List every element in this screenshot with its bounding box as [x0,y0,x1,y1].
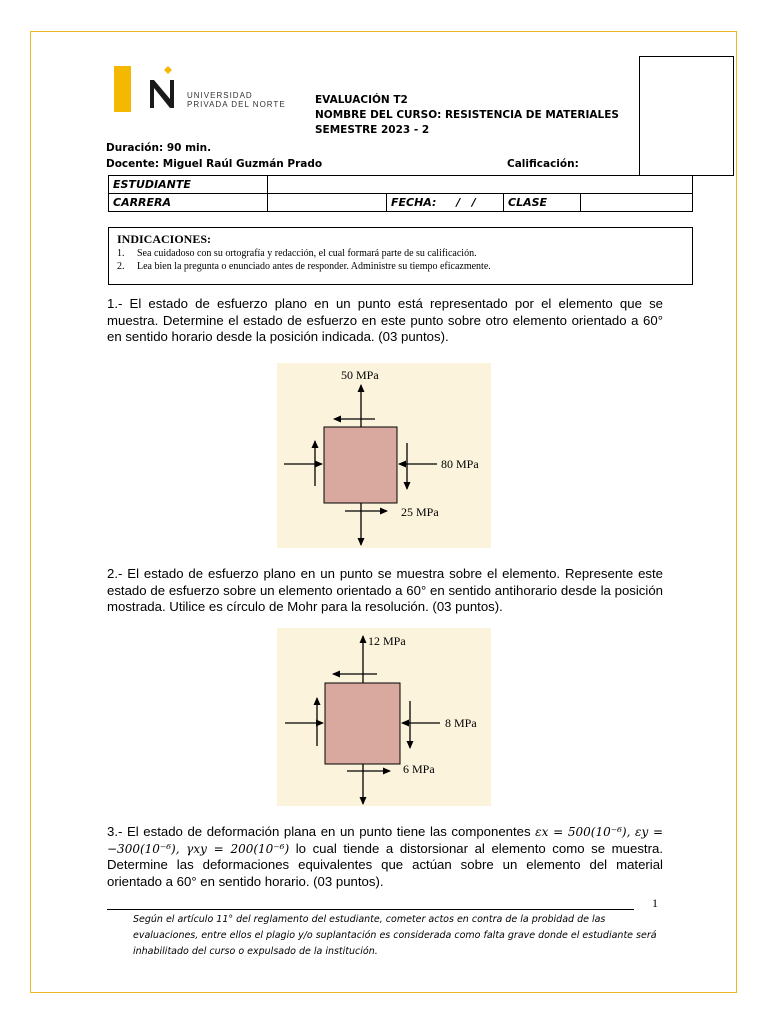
university-logo [114,66,294,112]
class-field[interactable] [581,194,693,212]
label-top: 12 MPa [368,634,406,648]
instruction-num: 1. [117,248,125,259]
logo-n-icon [144,66,184,112]
stress-element-figure-2 [277,628,491,806]
question-3-rest: lo cual tiende a distorsionar al elemento como se muestra. Determine las deformaciones equivalentes que actúan sobre un elemento del material orientado a 60° en sentido horario. (03 puntos). [107,840,663,889]
instructions-box [108,227,693,285]
footnote: Según el artículo 11° del reglamento del estudiante, cometer actos en contra de la probidad de las evaluaciones, entre ellos el plagio y/o suplantación es considerada como falta grave donde el estudiante será inhabilitado del curso o expulsado de la institución. [133,914,657,957]
grade-box[interactable] [639,56,734,176]
label-top: 50 MPa [341,368,379,382]
class-label: CLASE [504,194,581,212]
page-number: 1 [652,896,658,910]
question-3 [107,824,663,890]
instructions-title: INDICACIONES: [117,232,212,246]
student-table [108,175,693,212]
instruction-text: Sea cuidadoso con su ortografía y redacción, el cual formará parte de su calificación. [137,248,477,259]
teacher: Docente: Miguel Raúl Guzmán Prado [106,158,323,170]
exam-title: EVALUACIÓN T2 [315,94,408,106]
grade-label: Calificación: [507,158,579,170]
student-field[interactable] [268,176,693,194]
logo-text-line1: UNIVERSIDAD [187,91,253,100]
course-name: NOMBRE DEL CURSO: RESISTENCIA DE MATERIALES [315,109,619,121]
label-right: 80 MPa [441,457,479,471]
question-3-intro: 3.- El estado de deformación plana en un punto tiene las componentes [107,824,536,839]
stress-element-square [325,683,400,764]
instruction-text: Lea bien la pregunta o enunciado antes de responder. Administre su tiempo eficazmente. [137,261,491,272]
stress-element-square [324,427,397,503]
logo-text-line2: PRIVADA DEL NORTE [187,100,286,109]
duration: Duración: 90 min. [106,142,212,154]
instruction-item [117,247,684,260]
question-1: 1.- El estado de esfuerzo plano en un punto está representado por el elemento que se muestra. Determine el estado de esfuerzo en este punto sobre otro elemento orientado a 60° en sentido horario desde la posición indicada. (03 puntos). [107,296,663,344]
instruction-item [117,260,684,273]
label-bottom: 6 MPa [403,762,435,776]
strain-gxy: γxy = 200(10⁻⁶) [186,841,290,856]
date-separators: / / [456,196,476,209]
date-label: FECHA: [391,196,437,209]
logo-bar [114,66,131,112]
question-2: 2.- El estado de esfuerzo plano en un punto se muestra sobre el elemento. Represente este estado de esfuerzo sobre un elemento orientado a 60° en sentido antihorario desde la posición mostrada. Utilice es círculo de Mohr para la resolución. (03 puntos). [107,566,663,614]
strain-ey: εy = −300(10⁻⁶), [107,825,664,856]
date-field[interactable] [387,194,504,212]
instruction-num: 2. [117,261,125,272]
career-field[interactable] [268,194,387,212]
semester: SEMESTRE 2023 - 2 [315,124,430,136]
career-label: CARRERA [109,194,268,212]
footer-rule [107,909,634,910]
stress-element-figure-1 [277,363,491,548]
student-label: ESTUDIANTE [109,176,268,194]
strain-ex: εx = 500(10⁻⁶), [535,825,631,839]
label-right: 8 MPa [445,716,477,730]
label-bottom: 25 MPa [401,505,439,519]
